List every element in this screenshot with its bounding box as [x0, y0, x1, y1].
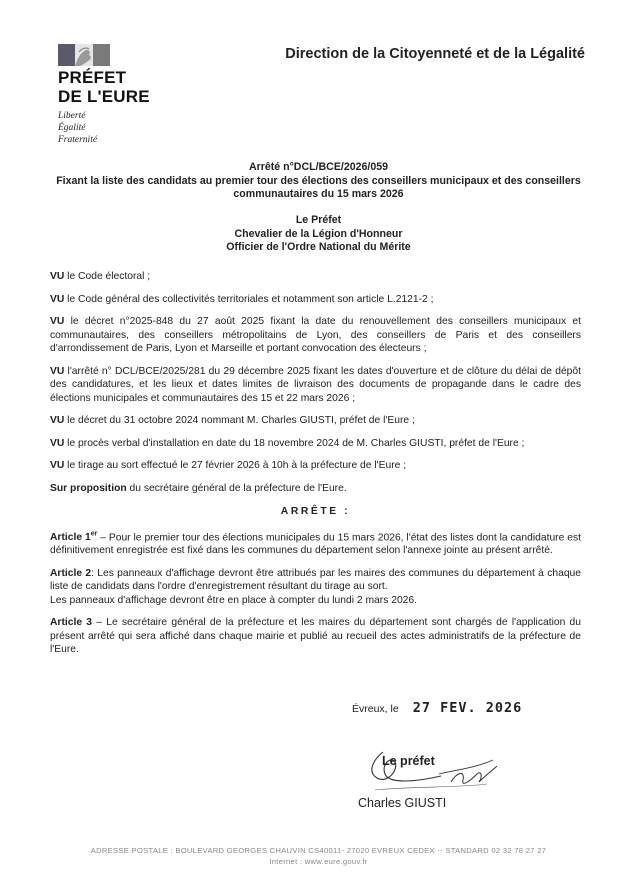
signature-place: Évreux, le: [352, 703, 399, 715]
visa-text: le Code électoral ;: [64, 271, 151, 282]
prefet-name-line1: PRÉFET: [58, 68, 127, 87]
article-2-lead: Article 2: [50, 567, 92, 579]
date-stamp: 27 FEV. 2026: [412, 700, 523, 716]
visa-text: l'arrêté n° DCL/BCE/2025/281 du 29 décembre 2025 fixant les dates d'ouverture et de clôture du délai de dépôt des candidatures, et les lieux et dates limites de livraison des documents de propagande dans le cadre des élections municipales et communautaires des 15 et 22 mars 2026 ;: [50, 365, 581, 404]
prefet-title-line1: Le Préfet: [295, 214, 342, 226]
motto-liberte: Liberté: [58, 111, 86, 121]
proposition-text: du secrétaire général de la préfecture de l'Eure.: [126, 482, 347, 494]
footer-internet: Internet : www.eure.gouv.fr: [269, 857, 368, 866]
visa-text: le décret n°2025-848 du 27 août 2025 fixant la date du renouvellement des conseillers municipaux et communautaires, des conseillers métropolitains de Lyon, des conseillers de Paris et des conseillers d'arrondissement de Paris, Lyon et Marseille et portant convocation des électeurs ;: [50, 316, 581, 354]
arrete-heading: ARRÊTE :: [280, 506, 351, 517]
visa-lead: VU: [50, 437, 65, 449]
arrete-subject-line1: Fixant la liste des candidats au premier tour des élections des conseillers municipaux et des conseillers: [56, 174, 581, 187]
article-1: [50, 528, 581, 558]
republic-motto: [58, 110, 97, 146]
visa-lead: VU: [50, 365, 65, 377]
visa-lead: VU: [50, 415, 65, 426]
arrete-number: Arrêté n°DCL/BCE/2026/059: [248, 161, 389, 173]
article-2-text-2: Les panneaux d'affichage devront être en place à compter du lundi 2 mars 2026.: [50, 594, 417, 606]
visa-paragraph: [50, 293, 581, 307]
article-2: [50, 567, 581, 608]
proposition-paragraph: [50, 482, 581, 496]
signatory-name: Charles GIUSTI: [358, 796, 447, 810]
prefet-title-line3: Officier de l'Ordre National du Mérite: [226, 241, 411, 253]
prefet-titles: [40, 214, 597, 255]
visa-paragraph: [50, 270, 581, 284]
signatory-title: Le préfet: [382, 754, 435, 768]
arrete-title-block: [40, 161, 597, 202]
arrete-subject-line2: communautaires du 15 mars 2026: [233, 188, 404, 200]
visa-paragraph: [50, 365, 581, 406]
prefet-name: [58, 68, 150, 106]
article-1-label: Article 1: [50, 531, 91, 543]
article-1-lead: [50, 532, 97, 543]
article-3-lead: Article 3: [50, 617, 93, 629]
arrete-body: [50, 270, 581, 666]
article-2-text: : Les panneaux d'affichage devront être attribués par les maires des communes du département à chaque liste de candidats dans l'ordre d'enregistrement résultant du tirage au sort.: [50, 567, 581, 593]
visa-paragraph: [50, 414, 581, 428]
visa-lead: VU: [50, 293, 65, 305]
article-1-text: – Pour le premier tour des élections municipales du 15 mars 2026, l'état des listes dont la candidature est définitivement enregistrée est fixé dans les communes du département selon l'annexe jointe au présent arrêté.: [50, 531, 581, 557]
proposition-lead: Sur proposition: [50, 482, 127, 494]
visa-paragraph: [50, 459, 581, 473]
visa-text: le décret du 31 octobre 2024 nommant M. Charles GIUSTI, préfet de l'Eure ;: [64, 415, 415, 426]
article-1-superscript: er: [90, 530, 98, 538]
motto-fraternite: Fraternité: [58, 135, 98, 145]
visa-lead: VU: [50, 460, 65, 471]
visa-lead: VU: [50, 316, 65, 327]
visa-text: le Code général des collectivités territoriales et notamment son article L.2121-2 ;: [64, 293, 434, 305]
footer-address: ADRESSE POSTALE : BOULEVARD GEORGES CHAUVIN CS40011- 27020 EVREUX CEDEX -- STANDARD 02 32 78 27 27: [90, 846, 547, 855]
visa-text: le procès verbal d'installation en date du 18 novembre 2024 de M. Charles GIUSTI, préfet de l'Eure ;: [64, 437, 525, 449]
visa-paragraph: [50, 437, 581, 451]
visa-lead: VU: [50, 271, 65, 282]
page-footer: [40, 845, 597, 867]
visa-paragraph: [50, 315, 581, 356]
article-3-text: – Le secrétaire général de la préfecture et les maires du département sont chargés de l'application du présent arrêté qui sera affiché dans chaque mairie et publié au recueil des actes administratifs de la préfecture de l'Eure.: [50, 617, 581, 656]
motto-egalite: Égalité: [58, 123, 86, 133]
direction-heading: Direction de la Citoyenneté et de la Légalité: [285, 46, 585, 62]
prefet-name-line2: DE L'EURE: [58, 87, 150, 106]
signature-date-line: [352, 700, 522, 716]
article-3: [50, 616, 581, 657]
marianne-flag-icon: [58, 44, 110, 66]
visa-text: le tirage au sort effectué le 27 février 2026 à 10h à la préfecture de l'Eure ;: [64, 460, 407, 471]
prefet-title-line2: Chevalier de la Légion d'Honneur: [234, 227, 403, 240]
